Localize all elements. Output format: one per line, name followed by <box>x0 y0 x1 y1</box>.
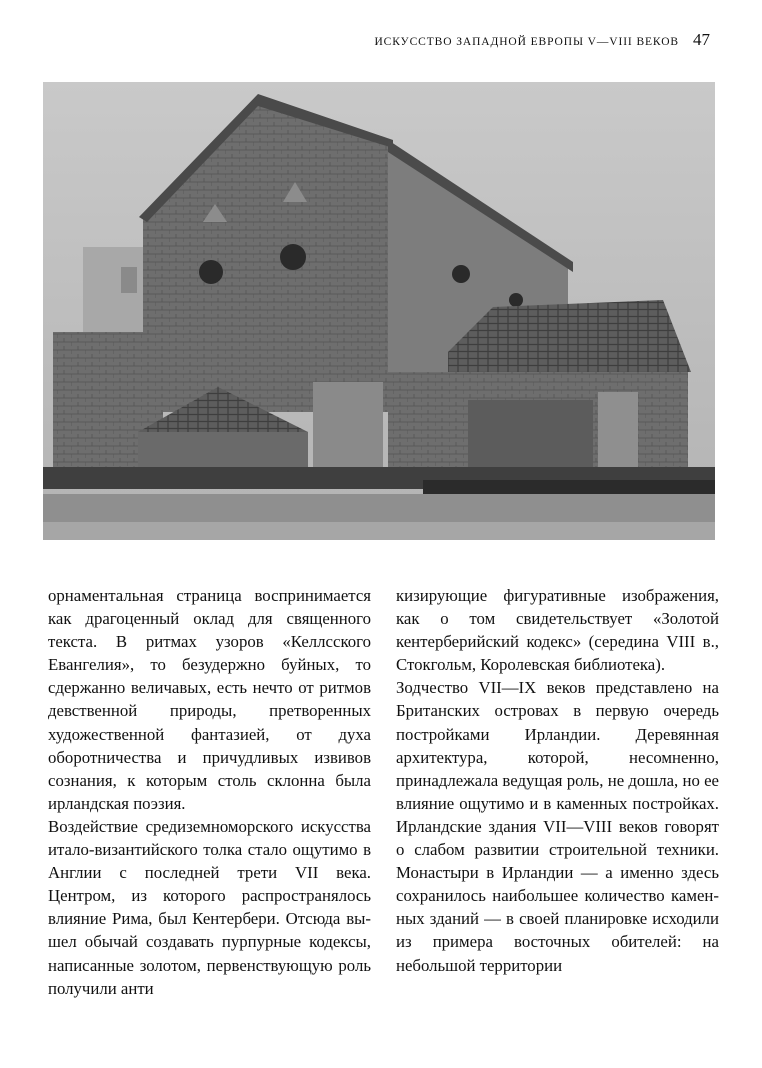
text-column-left <box>48 584 371 1000</box>
running-title: ИСКУССТВО ЗАПАДНОЙ ЕВРОПЫ V—VIII ВЕКОВ <box>374 36 679 48</box>
paragraph: Зодчество VII—IX веков представлено на Британских островах в первую очередь постройками Ирландии. Деревянная архитектура, которой, несомненно, принадлежала ведущая роль, не дошла, но ее влияние ощутимо и в каменных постройках. Ирландские здания VII—VIII веков говорят о слабом развитии строительной техники. Монастыри в Ирландии — а именно здесь сохранилось наибольшее количество каменных зданий — в своей планировке исходили из примера восточных обителей: на небольшой территории <box>396 678 719 975</box>
background-house <box>83 247 153 337</box>
page-number: 47 <box>693 30 710 49</box>
text-column-right <box>396 584 719 977</box>
church-photograph <box>43 82 715 540</box>
round-window <box>280 244 306 270</box>
paragraph: орнаментальная страница воспринимается как драгоценный оклад для священного текста. В ритмах узоров «Келлсского Евангелия», то безудержно буйных, то сдержанно величавых, есть нечто от ритмов девственной природы, претворенных художественной фантазией, от духа оборотничества и причудливых извивов сознания, к которым столь склонна была ирландская поэзия. <box>48 586 371 813</box>
round-window <box>509 293 523 307</box>
running-head <box>374 30 710 56</box>
paragraph: Воздействие средиземноморского искусства итало-византийского толка стало ощутимо в Англии с последней трети VII века. Центром, из которого распространялось влияние Рима, был Кентербери. Отсюда вышел обычай создавать пурпурные кодексы, написанные золотом, первенствующую роль получили анти <box>48 816 371 998</box>
paragraph: кизирующие фигуративные изображения, как о том свидетельствует «Золотой кентерберийский кодекс» (середина VIII в., Стокгольм, Королевская библиотека). <box>396 586 719 675</box>
round-window <box>452 265 470 283</box>
round-window <box>199 260 223 284</box>
